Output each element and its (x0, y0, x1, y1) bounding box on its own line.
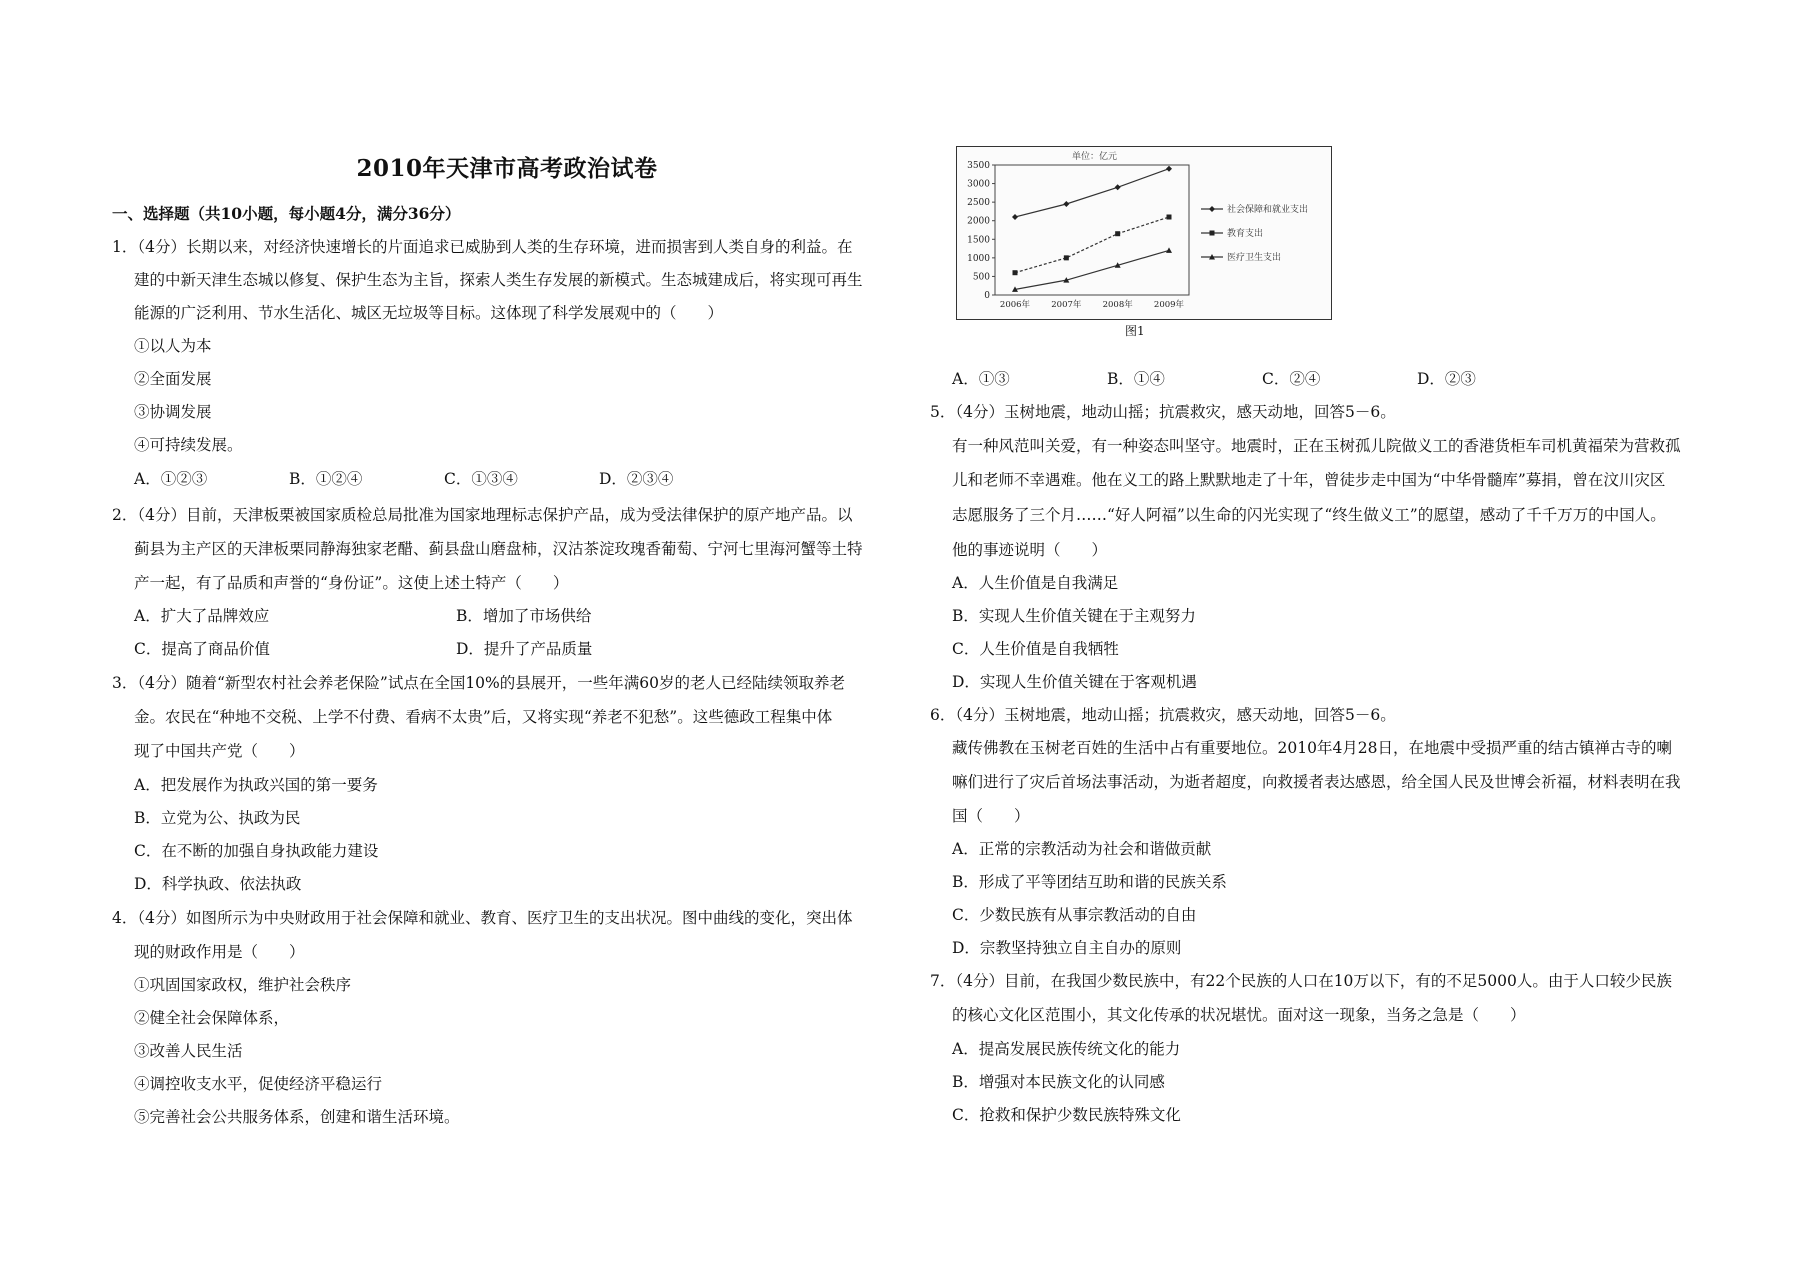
q4-option-c[interactable]: C．②④ (1262, 370, 1321, 388)
data-point (1063, 201, 1069, 207)
q2-option-b[interactable]: B．增加了市场供给 (456, 607, 592, 625)
q4-item-2: ②健全社会保障体系， (134, 1009, 290, 1027)
q4-option-d[interactable]: D．②③ (1417, 370, 1476, 388)
q7-option-c[interactable]: C．抢救和保护少数民族特殊文化 (952, 1106, 1181, 1124)
y-tick-label: 1000 (967, 253, 990, 264)
q6-option-a[interactable]: A．正常的宗教活动为社会和谐做贡献 (952, 840, 1212, 858)
x-tick-label: 2006年 (999, 300, 1031, 310)
x-tick-label: 2009年 (1153, 300, 1185, 310)
data-point (1013, 270, 1018, 275)
y-tick-label: 0 (984, 291, 990, 301)
q4-option-b[interactable]: B．①④ (1107, 370, 1165, 388)
section-heading: 一、选择题（共10小题，每小题4分，满分36分） (112, 204, 461, 223)
q4-item-3: ③改善人民生活 (134, 1042, 243, 1060)
q4-option-a[interactable]: A．①③ (952, 370, 1010, 388)
q4-item-1: ①巩固国家政权，维护社会秩序 (134, 976, 352, 994)
q6-line-4: 国（ ） (952, 807, 1030, 825)
y-tick-label: 2000 (967, 216, 990, 227)
q3-option-d[interactable]: D．科学执政、依法执政 (134, 875, 302, 893)
q1-option-a[interactable]: A．①②③ (134, 470, 208, 488)
q3-line-2: 金。农民在“种地不交税、上学不付费、看病不太贵”后，又将实现“养老不犯愁”。这些德政工程集中体 (134, 708, 833, 726)
q1-item-4: ④可持续发展。 (134, 436, 243, 454)
data-point (1166, 166, 1172, 172)
data-point (1166, 247, 1172, 253)
q3-line-1: 3．（4分）随着“新型农村社会养老保险”试点在全国10%的县展开，一些年满60岁的老人已经陆续领取养老 (112, 674, 845, 692)
x-tick-label: 2008年 (1102, 300, 1133, 310)
q3-line-3: 现了中国共产党（ ） (134, 742, 305, 760)
legend-label: 医疗卫生支出 (1227, 253, 1282, 263)
plot-area-frame (995, 165, 1189, 295)
series-line (1015, 169, 1169, 217)
q1-option-b[interactable]: B．①②④ (289, 470, 363, 488)
q6-line-3: 嘛们进行了灾后首场法事活动，为逝者超度，向救援者表达感恩，给全国人民及世博会祈福，材料表明在我 (952, 773, 1681, 791)
y-tick-label: 2500 (967, 198, 990, 209)
y-tick-label: 1500 (967, 235, 990, 246)
y-tick-label: 500 (972, 272, 990, 283)
q7-line-1: 7．（4分）目前，在我国少数民族中，有22个民族的人口在10万以下，有的不足5000人。由于人口较少民族 (930, 972, 1672, 990)
series-line (1015, 250, 1169, 289)
q1-option-c[interactable]: C．①③④ (444, 470, 518, 488)
data-point (1167, 215, 1172, 220)
q1-options (134, 468, 754, 490)
q1-line-1: 1．（4分）长期以来，对经济快速增长的片面追求已威胁到人类的生存环境，进而损害到人类自身的利益。在 (112, 238, 853, 256)
q2-option-d[interactable]: D．提升了产品质量 (456, 640, 593, 658)
q7-line-2: 的核心文化区范围小，其文化传承的状况堪忧。面对这一现象，当务之急是（ ） (952, 1006, 1526, 1024)
figure-caption: 图1 (1125, 324, 1145, 338)
data-point (1012, 214, 1018, 220)
q2-line-1: 2．（4分）目前，天津板栗被国家质检总局批准为国家地理标志保护产品，成为受法律保护的原产地产品。以 (112, 506, 853, 524)
q4-line-1: 4．（4分）如图所示为中央财政用于社会保障和就业、教育、医疗卫生的支出状况。图中曲线的变化，突出体 (112, 909, 853, 927)
q5-line-2: 有一种风范叫关爱，有一种姿态叫坚守。地震时，正在玉树孤儿院做义工的香港货柜车司机黄福荣为营救孤 (952, 437, 1681, 455)
q1-line-2: 建的中新天津生态城以修复、保护生态为主旨，探索人类生存发展的新模式。生态城建成后，将实现可再生 (134, 271, 863, 289)
q5-option-b[interactable]: B．实现人生价值关键在于主观努力 (952, 607, 1196, 625)
data-point (1115, 184, 1121, 190)
q1-item-2: ②全面发展 (134, 370, 212, 388)
y-tick-label: 3500 (967, 161, 990, 171)
q3-option-b[interactable]: B．立党为公、执政为民 (134, 809, 301, 827)
x-tick-label: 2007年 (1051, 300, 1082, 310)
q4-line-2: 现的财政作用是（ ） (134, 943, 305, 961)
q7-option-a[interactable]: A．提高发展民族传统文化的能力 (952, 1040, 1181, 1058)
line-chart-svg (957, 147, 1331, 319)
q2-line-2: 蓟县为主产区的天津板栗同静海独家老醋、蓟县盘山磨盘柿，汉沽茶淀玫瑰香葡萄、宁河七里海河蟹等土特 (134, 540, 863, 558)
q6-option-c[interactable]: C．少数民族有从事宗教活动的自由 (952, 906, 1197, 924)
q5-line-5: 他的事迹说明（ ） (952, 541, 1108, 559)
q4-options (952, 368, 1572, 390)
q5-line-3: 儿和老师不幸遇难。他在义工的路上默默地走了十年，曾徒步走中国为“中华骨髓库”募捐，曾在汶川灾区 (952, 471, 1666, 489)
q2-options-row-2 (134, 638, 778, 660)
data-point (1115, 231, 1120, 236)
q1-option-d[interactable]: D．②③④ (599, 470, 674, 488)
legend-marker (1209, 206, 1215, 212)
q2-option-c[interactable]: C．提高了商品价值 (134, 640, 270, 658)
chart-unit-label: 单位：亿元 (1072, 152, 1118, 162)
q4-item-4: ④调控收支水平，促使经济平稳运行 (134, 1075, 383, 1093)
legend-marker (1210, 231, 1215, 236)
q3-option-a[interactable]: A．把发展作为执政兴国的第一要务 (134, 776, 378, 794)
q5-option-d[interactable]: D．实现人生价值关键在于客观机遇 (952, 673, 1197, 691)
q2-options-row-1 (134, 605, 778, 627)
legend-label: 教育支出 (1227, 229, 1264, 239)
q1-item-3: ③协调发展 (134, 403, 212, 421)
y-tick-label: 3000 (967, 179, 990, 190)
q6-line-1: 6．（4分）玉树地震，地动山摇；抗震救灾，感天动地，回答5－6。 (930, 706, 1396, 724)
q7-option-b[interactable]: B．增强对本民族文化的认同感 (952, 1073, 1165, 1091)
q6-line-2: 藏传佛教在玉树老百姓的生活中占有重要地位。2010年4月28日，在地震中受损严重的结古镇禅古寺的喇 (952, 739, 1673, 757)
data-point (1064, 255, 1069, 260)
q5-option-c[interactable]: C．人生价值是自我牺牲 (952, 640, 1119, 658)
legend-label: 社会保障和就业支出 (1227, 205, 1309, 215)
q2-option-a[interactable]: A．扩大了品牌效应 (134, 607, 270, 625)
q5-line-4: 志愿服务了三个月……“好人阿福”以生命的闪光实现了“终生做义工”的愿望，感动了千千万万的中国人。 (952, 506, 1666, 524)
series-line (1015, 217, 1169, 273)
q6-option-d[interactable]: D．宗教坚持独立自主自办的原则 (952, 939, 1182, 957)
q1-line-3: 能源的广泛利用、节水生活化、城区无垃圾等目标。这体现了科学发展观中的（ ） (134, 304, 724, 322)
q4-item-5: ⑤完善社会公共服务体系，创建和谐生活环境。 (134, 1108, 460, 1126)
q5-option-a[interactable]: A．人生价值是自我满足 (952, 574, 1119, 592)
q5-line-1: 5．（4分）玉树地震，地动山摇；抗震救灾，感天动地，回答5－6。 (930, 403, 1396, 421)
q1-item-1: ①以人为本 (134, 337, 212, 355)
page-title: 2010年天津市高考政治试卷 (356, 155, 658, 182)
figure-1-chart (956, 146, 1332, 320)
q3-option-c[interactable]: C．在不断的加强自身执政能力建设 (134, 842, 379, 860)
q2-line-3: 产一起，有了品质和声誉的“身份证”。这使上述土特产（ ） (134, 574, 569, 592)
q6-option-b[interactable]: B．形成了平等团结互助和谐的民族关系 (952, 873, 1227, 891)
